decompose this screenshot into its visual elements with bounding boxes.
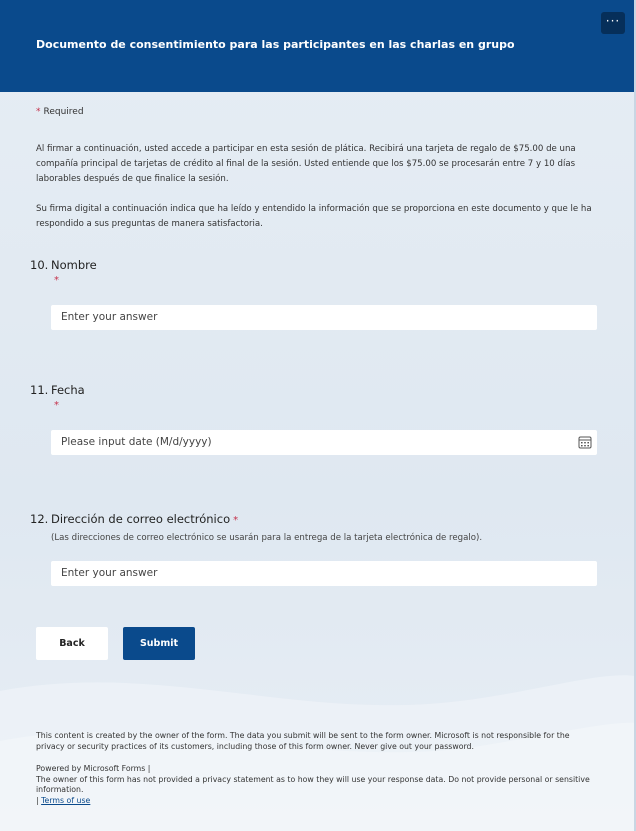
required-text: Required <box>43 107 84 117</box>
required-star: * <box>36 107 41 117</box>
terms-of-use-link[interactable]: Terms of use <box>41 795 91 805</box>
question-11-number: 11. <box>30 383 49 397</box>
question-12-title-text: Dirección de correo electrónico <box>51 512 231 526</box>
question-10-title: Nombre <box>51 258 97 272</box>
intro-paragraph-2: Su firma digital a continuación indica que ha leído y entendido la información que se proporciona en este documento y que le ha respondido a sus preguntas de manera satisfactoria. <box>36 204 592 229</box>
back-button[interactable]: Back <box>36 627 108 660</box>
question-12-required-star: * <box>233 515 239 526</box>
email-input[interactable] <box>51 561 597 586</box>
submit-button[interactable]: Submit <box>123 627 195 660</box>
form-header <box>0 0 634 92</box>
email-placeholder: Enter your answer <box>61 567 158 579</box>
fecha-placeholder: Please input date (M/d/yyyy) <box>61 436 212 448</box>
question-12-subtitle: (Las direcciones de correo electrónico se usarán para la entrega de la tarjeta electrónica de regalo). <box>51 533 483 543</box>
footer-privacy-note: The owner of this form has not provided a privacy statement as to how they will use your response data. Do not provide personal or sensitive information. <box>36 774 590 794</box>
form-footer <box>36 731 598 806</box>
footer-separator: | <box>36 795 42 805</box>
footer-powered-by: Powered by Microsoft Forms | <box>36 764 151 773</box>
form-title: Documento de consentimiento para las participantes en las charlas en grupo <box>36 38 515 51</box>
more-dots-icon: ··· <box>605 14 621 28</box>
question-10-number: 10. <box>30 258 49 272</box>
question-11-title: Fecha <box>51 383 85 397</box>
required-note <box>36 107 84 117</box>
nombre-placeholder: Enter your answer <box>61 311 158 323</box>
fecha-date-input[interactable] <box>51 430 597 455</box>
footer-disclaimer: This content is created by the owner of the form. The data you submit will be sent to the form owner. Microsoft is not responsible for the privacy or security practices of its customers, including those of this form owner. Never give out your password. <box>36 731 570 751</box>
question-10-required-star: * <box>54 275 59 286</box>
more-options-button[interactable] <box>601 12 625 34</box>
nombre-input[interactable] <box>51 305 597 330</box>
intro-paragraph-1: Al firmar a continuación, usted accede a participar en esta sesión de plática. Recibirá una tarjeta de regalo de $75.00 de una compañía principal de tarjetas de crédito al final de la sesión. Usted entiende que los $75.00 se procesarán entre 7 y 10 días laborables después de que finalice la sesión. <box>36 144 576 184</box>
question-12-title <box>51 512 238 526</box>
intro-text <box>36 142 596 247</box>
calendar-icon[interactable] <box>578 435 592 449</box>
question-12-number: 12. <box>30 512 49 526</box>
question-11-required-star: * <box>54 400 59 411</box>
footer-terms-line <box>36 796 598 807</box>
